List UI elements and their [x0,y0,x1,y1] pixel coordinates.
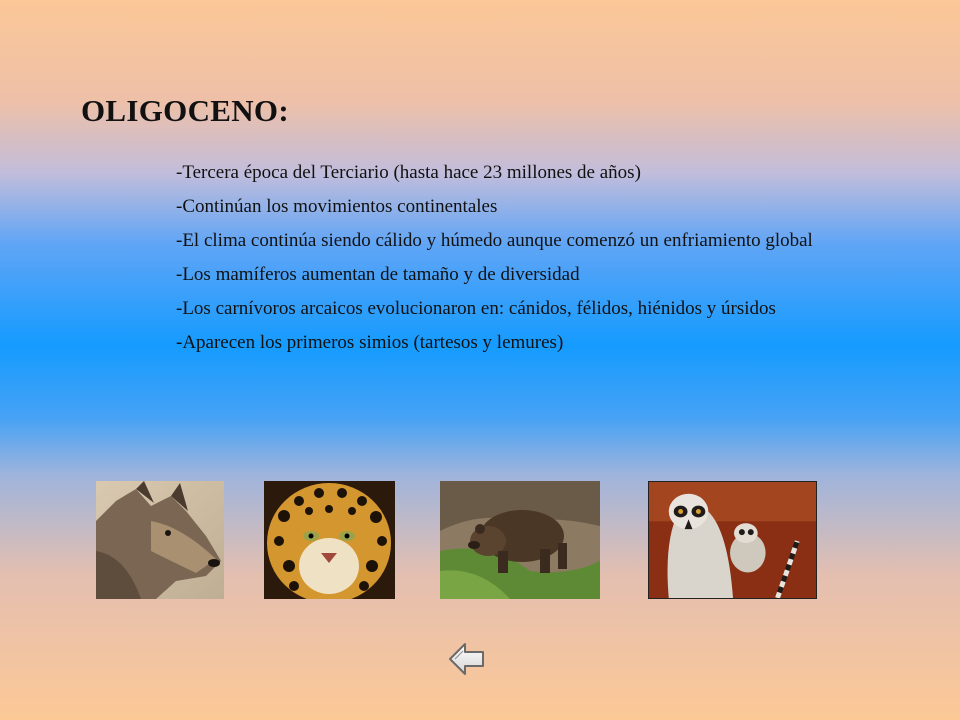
bullet-list [176,162,824,366]
back-button[interactable] [447,640,487,678]
lemur-photo [648,481,817,599]
jaguar-photo [264,481,395,599]
bullet-item: -Continúan los movimientos continentales [176,196,498,217]
bullet-item: -Aparecen los primeros simios (tartesos y lemures) [176,332,564,353]
bullet-item: -Tercera época del Terciario (hasta hace 23 millones de años) [176,162,641,183]
slide-title: OLIGOCENO: [81,93,289,128]
bullet-item: -Los carnívoros arcaicos evolucionaron en: cánidos, félidos, hiénidos y úrsidos [176,298,776,319]
bullet-item: -El clima continúa siendo cálido y húmedo aunque comenzó un enfriamiento global [176,230,813,251]
bear-photo [440,481,600,599]
back-arrow-icon [447,640,487,678]
bullet-item: -Los mamíferos aumentan de tamaño y de diversidad [176,264,580,285]
wolf-photo [96,481,224,599]
